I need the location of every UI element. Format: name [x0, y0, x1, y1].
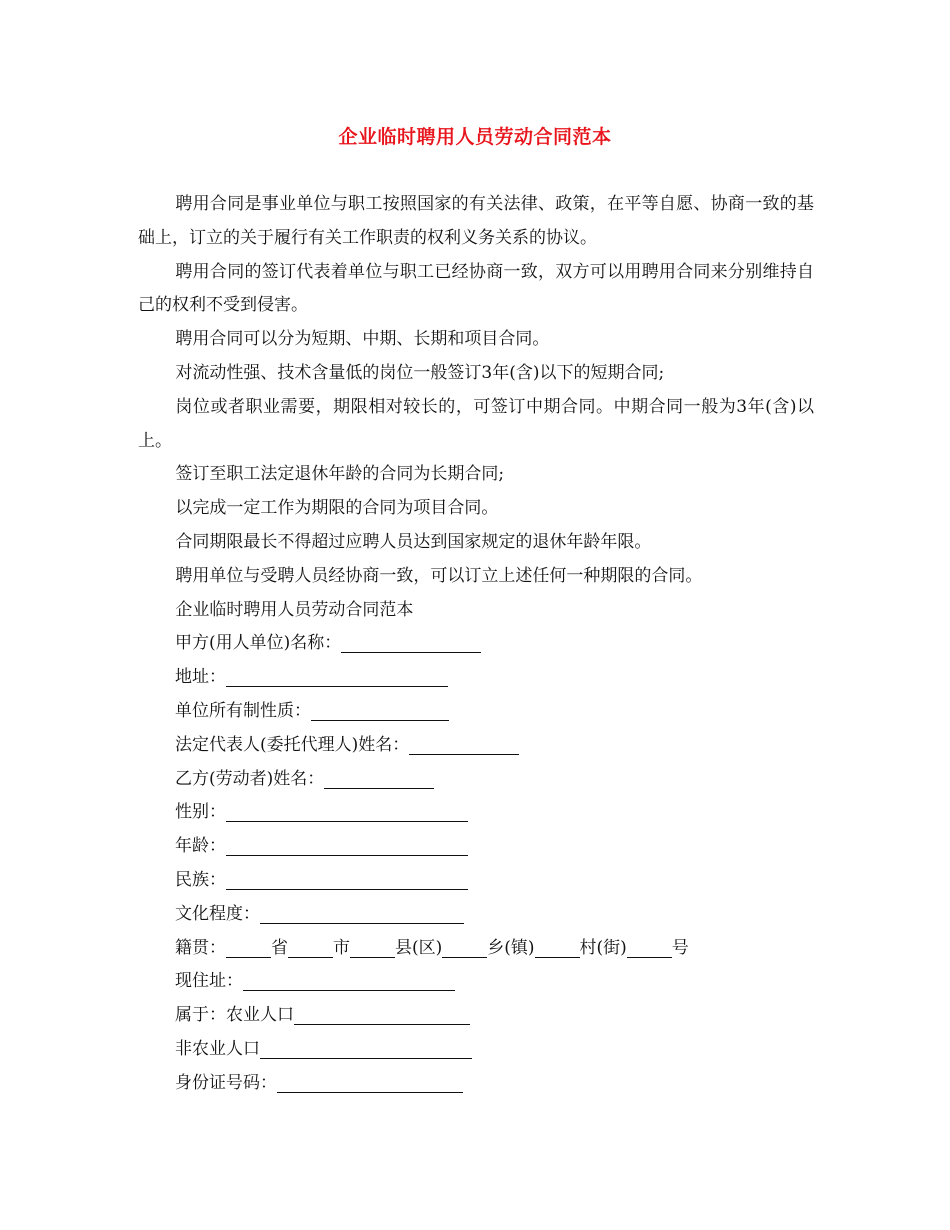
fill-blank	[627, 935, 672, 958]
field-legal-rep	[138, 729, 814, 763]
paragraph-definition: 聘用合同是事业单位与职工按照国家的有关法律、政策，在平等自愿、协商一致的基础上，订立的关于履行有关工作职责的权利义务关系的协议。	[138, 194, 814, 248]
field-label: 法定代表人(委托代理人)姓名：	[175, 734, 410, 755]
fill-blank	[226, 799, 468, 822]
fill-blank	[324, 766, 434, 789]
number-label: 号	[671, 937, 689, 958]
field-label: 身份证号码：	[175, 1072, 277, 1093]
fill-blank	[409, 732, 519, 755]
field-label: 籍贯：	[175, 937, 226, 958]
fill-blank	[243, 968, 455, 991]
field-belongs-to	[138, 999, 814, 1033]
fill-blank	[226, 664, 448, 687]
township-label: 乡(镇)	[487, 937, 535, 958]
paragraph-project: 以完成一定工作为期限的合同为项目合同。	[175, 498, 499, 519]
field-non-agricultural	[138, 1033, 814, 1067]
field-id-number	[138, 1067, 814, 1101]
field-label: 属于：农业人口	[175, 1005, 294, 1026]
document-title: 企业临时聘用人员劳动合同范本	[338, 126, 612, 148]
document-body	[138, 188, 814, 1101]
field-age	[138, 830, 814, 864]
paragraph-signing: 聘用合同的签订代表着单位与职工已经协商一致，双方可以用聘用合同来分别维持自己的权利不受到侵害。	[138, 261, 814, 316]
field-label: 乙方(劳动者)姓名：	[175, 768, 325, 789]
fill-blank	[226, 833, 468, 856]
paragraph-template-heading: 企业临时聘用人员劳动合同范本	[175, 599, 414, 620]
paragraph-short-term: 对流动性强、技术含量低的岗位一般签订3年(含)以下的短期合同;	[175, 362, 665, 383]
field-label: 文化程度：	[175, 903, 260, 924]
fill-blank	[350, 935, 395, 958]
field-gender	[138, 796, 814, 830]
fill-blank	[341, 630, 481, 653]
fill-blank	[226, 867, 468, 890]
field-ethnicity	[138, 864, 814, 898]
field-label: 年龄：	[175, 836, 226, 857]
field-education	[138, 898, 814, 932]
field-address	[138, 661, 814, 695]
city-label: 市	[333, 937, 350, 958]
village-label: 村(街)	[579, 937, 627, 958]
province-label: 省	[271, 937, 288, 958]
paragraph-types: 聘用合同可以分为短期、中期、长期和项目合同。	[175, 329, 550, 350]
fill-blank	[442, 935, 487, 958]
field-party-b-name	[138, 763, 814, 797]
fill-blank	[226, 935, 271, 958]
field-label: 地址：	[175, 667, 226, 688]
field-label: 非农业人口	[175, 1038, 260, 1059]
paragraph-medium-term: 岗位或者职业需要，期限相对较长的，可签订中期合同。中期合同一般为3年(含)以上。	[138, 396, 814, 451]
fill-blank	[260, 901, 464, 924]
field-ownership	[138, 695, 814, 729]
fill-blank	[294, 1002, 470, 1025]
paragraph-agreement: 聘用单位与受聘人员经协商一致，可以订立上述任何一种期限的合同。	[175, 565, 703, 586]
field-label: 民族：	[175, 869, 226, 890]
paragraph-long-term: 签订至职工法定退休年龄的合同为长期合同;	[175, 464, 505, 485]
fill-blank	[288, 935, 333, 958]
field-party-a-name	[138, 627, 814, 661]
field-label: 甲方(用人单位)名称：	[175, 633, 342, 654]
field-current-address	[138, 965, 814, 999]
fill-blank	[311, 698, 449, 721]
county-label: 县(区)	[395, 937, 443, 958]
fill-blank	[260, 1036, 472, 1059]
paragraph-max-term: 合同期限最长不得超过应聘人员达到国家规定的退休年龄年限。	[175, 531, 652, 552]
field-label: 性别：	[175, 802, 226, 823]
fill-blank	[535, 935, 580, 958]
field-label: 现住址：	[175, 971, 243, 992]
field-native-place	[138, 932, 814, 966]
field-label: 单位所有制性质：	[175, 700, 311, 721]
fill-blank	[277, 1070, 463, 1093]
